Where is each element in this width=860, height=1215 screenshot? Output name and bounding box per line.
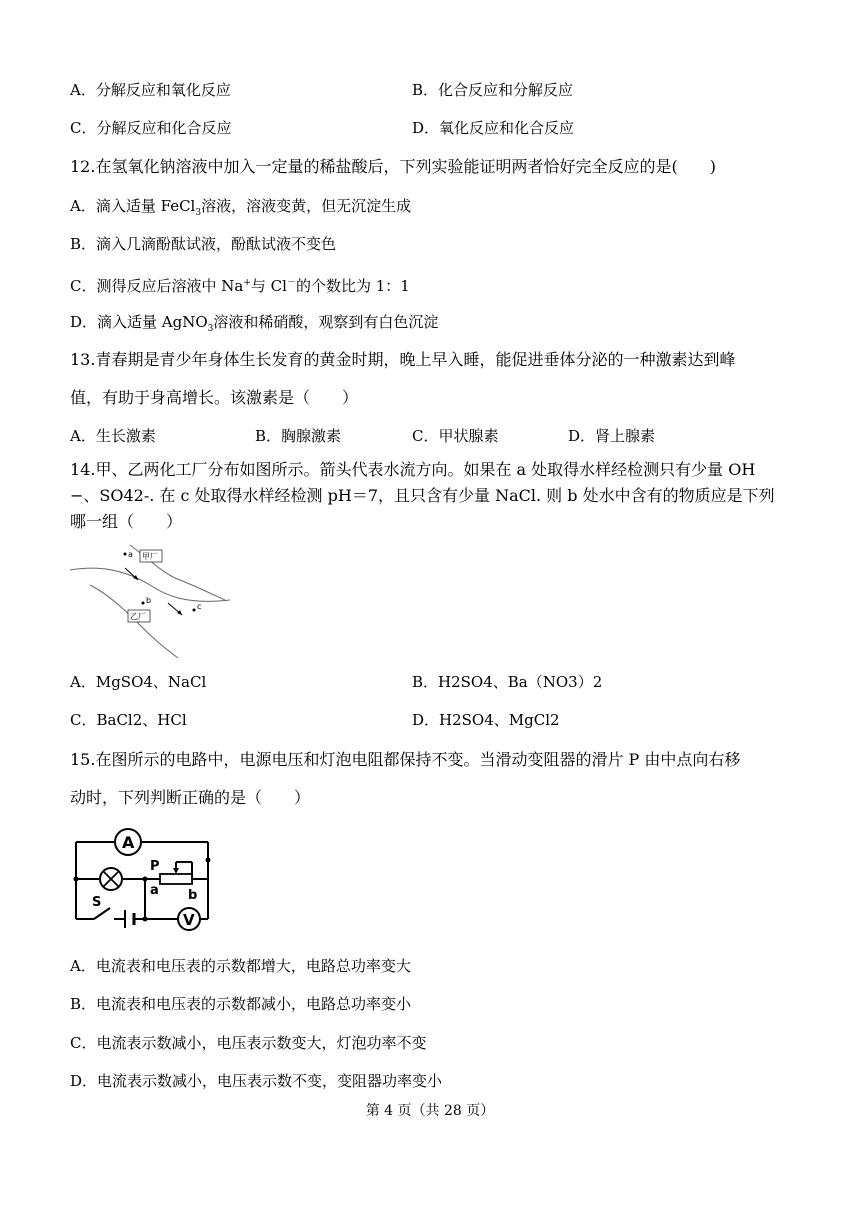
point-c-label: c — [197, 602, 202, 611]
q11-option-b: B．化合反应和分解反应 — [412, 81, 574, 99]
switch-s-label: S — [92, 895, 102, 910]
q11-option-d: D．氧化反应和化合反应 — [412, 119, 575, 137]
q11-option-c: C．分解反应和化合反应 — [70, 119, 232, 137]
q15-option-c: C．电流表示数减小，电压表示数变大，灯泡功率不变 — [70, 1034, 427, 1052]
factory-jia-label: 甲厂 — [142, 552, 158, 561]
voltmeter-label: V — [183, 911, 195, 929]
q14-option-c: C．BaCl2、HCl — [70, 711, 187, 729]
q15-option-b: B．电流表和电压表的示数都减小，电路总功率变小 — [70, 995, 412, 1013]
circuit-figure — [70, 822, 220, 932]
q14-stem-line1: 14.甲、乙两化工厂分布如图所示。箭头代表水流方向。如果在 a 处取得水样经检测只有少量 OH — [70, 460, 756, 479]
point-b-label: b — [146, 596, 152, 605]
q15-stem-line2: 动时，下列判断正确的是（ ） — [70, 788, 311, 807]
q13-option-d: D．肾上腺素 — [568, 427, 656, 445]
q11-option-a: A．分解反应和氧化反应 — [70, 81, 231, 99]
q14-stem-line2: −、SO42-. 在 c 处取得水样经检测 pH＝7，且只含有少量 NaCl. 则 b 处水中含有的物质应是下列 — [70, 486, 775, 505]
factory-yi-label: 乙厂 — [130, 612, 146, 621]
q13-stem-line2: 值，有助于身高增长。该激素是（ ） — [70, 388, 359, 407]
q14-option-d: D．H2SO4、MgCl2 — [412, 711, 560, 729]
q14-option-a: A．MgSO4、NaCl — [70, 673, 207, 691]
q15-stem-line1: 15.在图所示的电路中，电源电压和灯泡电阻都保持不变。当滑动变阻器的滑片 P 由中点向右移 — [70, 750, 741, 769]
q13-option-c: C．甲状腺素 — [412, 427, 499, 445]
river-figure — [70, 540, 240, 660]
q15-option-d: D．电流表示数减小，电压表示数不变，变阻器功率变小 — [70, 1072, 443, 1090]
q13-stem-line1: 13.青春期是青少年身体生长发育的黄金时期，晚上早入睡，能促进垂体分泌的一种激素达到峰 — [70, 350, 736, 369]
q12-option-a: A．滴入适量 FeCl$_3$溶液，溶液变黄，但无沉淀生成 — [70, 197, 412, 218]
point-a-label: a — [128, 550, 133, 559]
q14-stem-line3: 哪一组（ ） — [70, 512, 183, 531]
end-a-label: a — [150, 883, 159, 898]
q12-option-d: D．滴入适量 AgNO$_3$溶液和稀硝酸，观察到有白色沉淀 — [70, 313, 439, 334]
q15-option-a: A．电流表和电压表的示数都增大，电路总功率变大 — [70, 957, 411, 975]
q13-option-b: B．胸腺激素 — [255, 427, 342, 445]
page-footer: 第 4 页（共 28 页） — [365, 1103, 495, 1119]
end-b-label: b — [188, 888, 198, 903]
q12-option-b: B．滴入几滴酚酞试液，酚酞试液不变色 — [70, 235, 337, 253]
q12-option-c: C．测得反应后溶液中 Na+与 Cl－的个数比为 1：1 — [70, 277, 410, 295]
slider-p-label: P — [150, 859, 160, 874]
q13-option-a: A．生长激素 — [70, 427, 156, 445]
q12-stem: 12.在氢氧化钠溶液中加入一定量的稀盐酸后，下列实验能证明两者恰好完全反应的是( ) — [70, 157, 716, 176]
ammeter-label: A — [122, 833, 135, 852]
q14-option-b: B．H2SO4、Ba（NO3）2 — [412, 673, 603, 691]
